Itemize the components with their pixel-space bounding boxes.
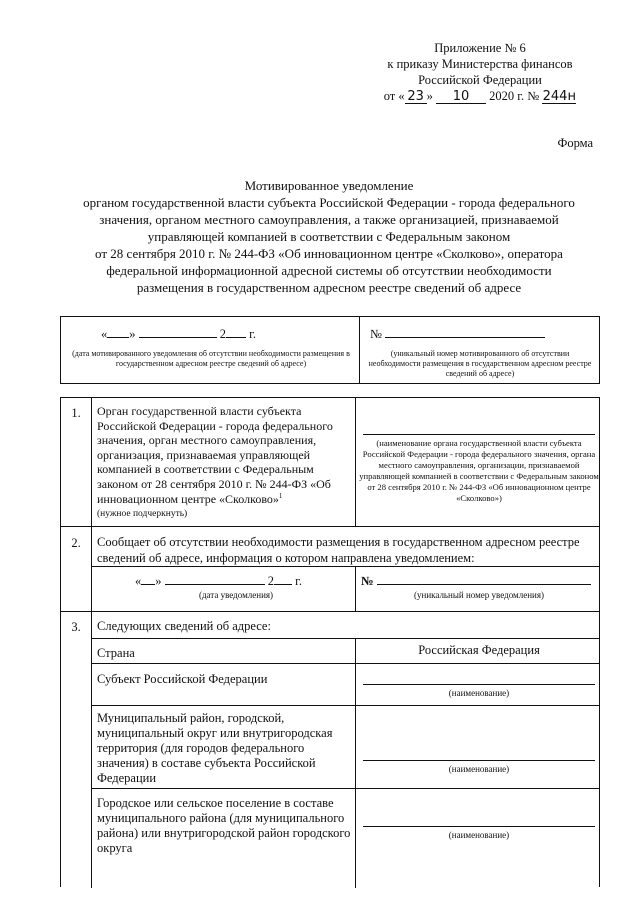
appendix-order: к приказу Министерства финансов bbox=[387, 57, 573, 71]
main-table: 1. Орган государственной власти субъекта Российской Федерации - города федерального значения, орган местного самоуправления, организация, признаваемая управляющей компанией в соответствии с Федеральным законом от 28 сентября 2010 г. № 244-ФЗ «Об инновационном центре «Сколково»$^1$ (нужное подчеркнуть) (наименование органа государственной власти субъекта Российской Федерации - города федерального значения, органа местного самоуправления, организации, признаваемой управляющей компанией в соответствии с Федеральным законом от 28 сентября 2010 г. № 244-ФЗ «Об инновационном центре «Сколково») 2. Сообщает об отсутствии необходимости размещения в государственном адресном реестре сведений об адресе, информация о котором направлена уведомлением: « » 2 г. (дата уведомления) № (уникальный номер уведомления) 3. Следующих сведений об адресе: Страна Российская Федерация Субъект Российской Федерации (наименование) Муниципальный район, городской, муниципальный округ или внутригородская территория (для городов федерального значения) в составе субъекта Российской Федерации (наименование) Городское или сельское поселение в составе муниципального района (для муниципального района) или внутригородской район городского округа (наименование) bbox=[60, 397, 600, 887]
municipal-district-name-field[interactable] bbox=[363, 760, 595, 761]
settlement-caption: (наименование) bbox=[448, 830, 510, 840]
section2-month-field[interactable] bbox=[165, 584, 265, 585]
municipal-district-label: Муниципальный район, городской, муниципальный округ или внутригородская территория (для городов федерального значения) в составе субъекта Российской Федерации bbox=[97, 711, 333, 785]
appendix-date-line: от « 23 » 10 2020 г. № 244н bbox=[383, 89, 576, 104]
notice-month-field[interactable] bbox=[139, 337, 217, 338]
section1-caption: (наименование органа государственной власти субъекта Российской Федерации - города федерального значения, органа местного самоуправления, организации, признаваемой управляющей компанией в соответствии с Федеральным законом от 28 сентября 2010 г. № 244-ФЗ «Об инновационном центре «Сколково») bbox=[359, 438, 599, 503]
appendix-title: Приложение № 6 bbox=[434, 41, 526, 55]
notice-number-caption: (уникальный номер мотивированного об отсутствии необходимости размещения в государственном адресном реестре сведений об адресе) bbox=[368, 349, 592, 378]
section2-number-field[interactable] bbox=[377, 584, 591, 585]
section2-number-caption: (уникальный номер уведомления) bbox=[414, 590, 544, 600]
section1-text: Орган государственной власти субъекта Российской Федерации - города федерального значения, орган местного самоуправления, организация, признаваемая управляющей компанией в соответствии с Федеральным законом от 28 сентября 2010 г. № 244-ФЗ «Об инновационном центре «Сколково»$^1$ bbox=[97, 404, 333, 506]
settlement-label: Городское или сельское поселение в составе муниципального района (для муниципального района) или внутригородской район городского округа bbox=[97, 796, 351, 855]
org-name-field[interactable] bbox=[363, 434, 595, 435]
subject-name-field[interactable] bbox=[363, 684, 595, 685]
notice-number-cell: № (уникальный номер мотивированного об отсутствии необходимости размещения в государственном адресном реестре сведений об адресе) bbox=[360, 317, 599, 383]
notice-date-caption: (дата мотивированного уведомления об отсутствии необходимости размещения в государственном адресном реестре сведений об адресе) bbox=[72, 349, 350, 368]
subject-label: Субъект Российской Федерации bbox=[97, 672, 268, 686]
appendix-day: 23 bbox=[405, 90, 427, 104]
section1-number: 1. bbox=[71, 406, 81, 420]
notice-year-field[interactable] bbox=[226, 337, 246, 338]
country-value: Российская Федерация bbox=[418, 643, 540, 657]
settlement-name-field[interactable] bbox=[363, 826, 595, 827]
section3-number: 3. bbox=[71, 620, 81, 634]
notice-day-field[interactable] bbox=[107, 337, 129, 338]
section2-year-field[interactable] bbox=[274, 584, 292, 585]
country-label: Страна bbox=[97, 646, 135, 660]
appendix-ministry: Российской Федерации bbox=[418, 73, 542, 87]
appendix-number: 244н bbox=[542, 89, 576, 104]
section2-day-field[interactable] bbox=[141, 584, 155, 585]
form-label: Форма bbox=[557, 136, 593, 150]
section1-note: (нужное подчеркнуть) bbox=[97, 509, 188, 519]
subject-caption: (наименование) bbox=[448, 688, 510, 698]
notice-date-cell: « » 2 г. (дата мотивированного уведомления об отсутствии необходимости размещения в государственном адресном реестре сведений об адресе) bbox=[61, 317, 359, 383]
section3-text: Следующих сведений об адресе: bbox=[97, 619, 271, 633]
notice-number-field[interactable] bbox=[385, 337, 545, 338]
section2-number: 2. bbox=[71, 536, 81, 550]
section2-text: Сообщает об отсутствии необходимости размещения в государственном адресном реестре сведений об адресе, информация о котором направлена уведомлением: bbox=[97, 535, 580, 565]
municipal-district-caption: (наименование) bbox=[448, 764, 510, 774]
appendix-month: 10 bbox=[436, 90, 486, 104]
notice-header-table bbox=[60, 316, 600, 384]
section2-date-caption: (дата уведомления) bbox=[198, 590, 274, 600]
appendix-header bbox=[360, 40, 600, 104]
document-title: Мотивированное уведомление органом государственной власти субъекта Российской Федерации - города федерального значения, органом местного самоуправления, а также организацией, признаваемой управляющей компанией в соответствии с Федеральным законом от 28 сентября 2010 г. № 244-ФЗ «Об инновационном центре «Сколково», оператора федеральной информационной адресной системы об отсутствии необходимости размещения в государственном адресном реестре сведений об адресе bbox=[83, 178, 575, 295]
section2-date: « » 2 г. bbox=[135, 574, 302, 588]
